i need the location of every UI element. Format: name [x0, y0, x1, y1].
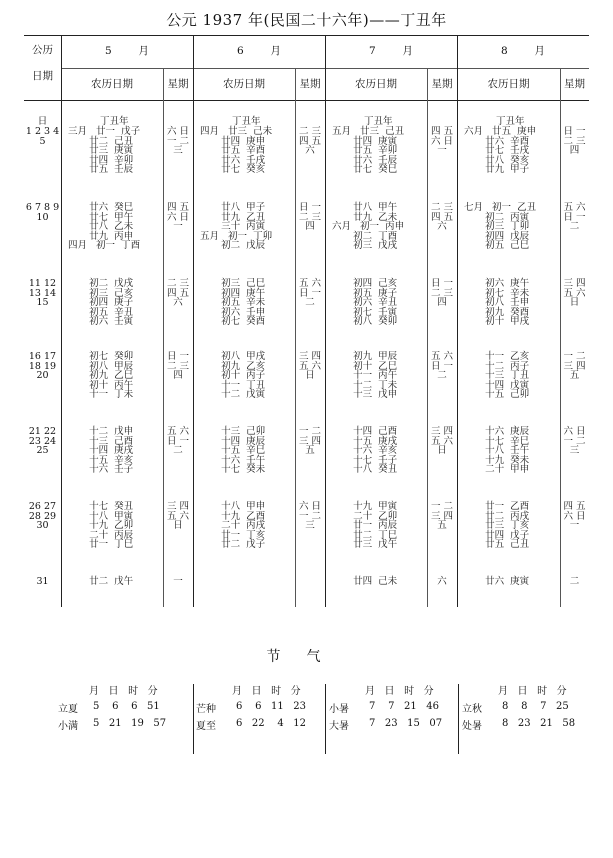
- xingqi-header: 星期: [431, 78, 453, 90]
- xingqi-header: 星期: [167, 78, 189, 90]
- lunar-dates: 十三 己卯 十四 庚辰 十五 辛巳 十六 壬午 十七 癸未: [221, 426, 266, 476]
- jieqi-values: 5 21 19 57: [93, 718, 167, 729]
- xingqi-header: 星期: [564, 78, 585, 90]
- weekday-list: 六 日 一 二 三: [563, 426, 586, 457]
- weekday-list: 二 三 四 五 六: [166, 278, 190, 309]
- lunar-dates: 廿八 甲子 廿九 乙丑 三十 丙寅 五月 初一 丁卯 初二 戊辰: [200, 202, 273, 252]
- lunar-dates: 十四 己酉 十五 庚戌 十六 辛亥 十七 壬子 十八 癸丑: [353, 426, 398, 476]
- jieqi-divider: [325, 684, 326, 754]
- lunar-dates: 廿六 癸巳 廿七 甲午 廿八 乙未 廿九 丙申 四月 初一 丁酉: [68, 202, 141, 252]
- lunar-dates: 廿二 戊午: [68, 576, 134, 587]
- page-title: 公元 1937 年(民国二十六年)——丁丑年: [166, 11, 447, 29]
- jieqi-column: [329, 686, 457, 754]
- weekday-list: 四 五 六 日 一: [430, 126, 454, 157]
- lunar-dates: 十一 乙亥 十二 丙子 十三 丁丑 十四 戊寅 十五 己卯: [485, 351, 530, 401]
- weekday-list: 三 四 五 六 日: [430, 426, 454, 457]
- jieqi-values: 7 23 15 07: [369, 718, 443, 729]
- header-gongli: 公历: [32, 44, 53, 56]
- day-numbers: 31: [36, 576, 49, 587]
- lunar-dates: 三月 廿一 戊子 廿二 己丑 廿三 庚寅 廿四 辛卯 廿五 壬辰: [68, 126, 141, 176]
- lunar-dates: 初七 癸卯 初八 甲辰 初九 乙巳 初十 丙午 十一 丁未: [89, 351, 134, 401]
- calendar-table: [24, 35, 589, 607]
- weekday-list: 四 五 六 日 一: [166, 202, 190, 233]
- lunar-dates: 七月 初一 乙丑 初二 丙寅 初三 丁卯 初四 戊辰 初五 己巳: [464, 202, 537, 252]
- weekday-list: 二: [569, 576, 580, 587]
- jieqi-values: 8 8 7 25: [502, 701, 569, 712]
- nongli-header: 农历日期: [355, 78, 397, 90]
- lunar-dates: 初四 己亥 初五 庚子 初六 辛丑 初七 壬寅 初八 癸卯: [353, 278, 398, 328]
- weekday-list: 五 六 日 一 二: [430, 351, 454, 382]
- col-divider: [457, 35, 458, 607]
- table-top-rule: [24, 35, 589, 36]
- jieqi-divider: [193, 684, 194, 754]
- jieqi-column: [58, 686, 191, 754]
- lunar-dates: 初三 己巳 初四 庚午 初五 辛未 初六 壬申 初七 癸酉: [221, 278, 266, 328]
- lunar-dates: 初六 庚午 初七 辛未 初八 壬申 初九 癸酉 初十 甲戌: [485, 278, 530, 328]
- month-header: 6 月: [237, 45, 281, 57]
- weekday-list: 日 一 二 三 四: [430, 278, 454, 309]
- lunar-dates: 廿一 乙酉 廿二 丙戌 廿三 丁亥 廿四 戊子 廿五 己丑: [485, 501, 530, 551]
- month-header: 7 月: [369, 45, 413, 57]
- weekday-list: 六: [437, 576, 447, 587]
- weekday-list: 四 五 六 日 一: [563, 501, 586, 532]
- lunar-dates: 初二 戊戌 初三 己亥 初四 庚子 初五 辛丑 初六 壬寅: [89, 278, 134, 328]
- weekday-list: 六 日 一 二 三: [166, 126, 190, 157]
- xingqi-header: 星期: [299, 78, 321, 90]
- jieqi-values: 5 6 6 51: [93, 701, 160, 712]
- lunar-dates: 十二 戊申 十三 己酉 十四 庚戌 十五 辛亥 十六 壬子: [89, 426, 134, 476]
- year-label: 丁丑年: [364, 116, 393, 127]
- day-numbers: 26 27 28 29 30: [28, 501, 57, 532]
- jieqi-column: [196, 686, 329, 754]
- weekday-list: 三 四 五 六 日: [563, 278, 586, 309]
- weekday-list: 日 一 二 三 四: [298, 202, 322, 233]
- weekday-list: 一 二 三 四 五: [563, 351, 586, 382]
- col-divider: [61, 35, 62, 607]
- weekday-list: 六 日 一 二 三: [298, 501, 322, 532]
- weekday-list: 一: [173, 576, 183, 587]
- weekday-list: 一 二 三 四 五: [430, 501, 454, 532]
- lunar-dates: 初九 甲辰 初十 乙巳 十一 丙午 十二 丁未 十三 戊申: [353, 351, 398, 401]
- jieqi-names: 芒种 夏至: [196, 704, 216, 732]
- col-divider: [193, 35, 194, 607]
- lunar-dates: 十九 甲寅 二十 乙卯 廿一 丙辰 廿二 丁巳 廿三 戊午: [353, 501, 398, 551]
- year-label: 丁丑年: [496, 116, 525, 127]
- jieqi-names: 立秋 处暑: [462, 704, 482, 732]
- jieqi-column: [462, 686, 592, 754]
- header-bottom-rule: [24, 100, 589, 101]
- weekday-list: 日 一 二 三 四: [563, 126, 586, 157]
- jieqi-values: 6 22 4 12: [236, 718, 306, 729]
- lunar-dates: 四月 廿三 己未 廿四 庚申 廿五 辛酉 廿六 壬戌 廿七 癸亥: [200, 126, 273, 176]
- day-numbers: 16 17 18 19 20: [28, 351, 57, 382]
- nongli-header: 农历日期: [91, 78, 133, 90]
- day-numbers: 21 22 23 24 25: [28, 426, 57, 457]
- col-divider: [325, 35, 326, 607]
- jieqi-values: 6 6 11 23: [236, 701, 306, 712]
- lunar-dates: 廿六 庚寅: [464, 576, 530, 587]
- weekday-list: 二 三 四 五 六: [430, 202, 454, 233]
- lunar-dates: 十七 癸丑 十八 甲寅 十九 乙卯 二十 丙辰 廿一 丁巳: [89, 501, 134, 551]
- jieqi-head: 月 日 时 分: [89, 686, 158, 697]
- jieqi-title: 节气: [266, 649, 347, 665]
- lunar-dates: 廿八 甲午 廿九 乙未 六月 初一 丙申 初二 丁酉 初三 戊戌: [332, 202, 405, 252]
- lunar-dates: 廿四 己未: [332, 576, 398, 587]
- jieqi-values: 7 7 21 46: [369, 701, 439, 712]
- weekday-list: 二 三 四 五 六: [298, 126, 322, 157]
- month-header: 8 月: [501, 45, 545, 57]
- weekday-list: 日 一 二 三 四: [166, 351, 190, 382]
- jieqi-head: 月 日 时 分: [498, 686, 567, 697]
- nongli-header: 农历日期: [487, 78, 530, 90]
- weekday-list: 五 六 日 一 二: [298, 278, 322, 309]
- lunar-dates: 五月 廿三 己丑 廿四 庚寅 廿五 辛卯 廿六 壬辰 廿七 癸巳: [332, 126, 405, 176]
- jieqi-head: 月 日 时 分: [232, 686, 301, 697]
- month-header: 5 月: [105, 45, 149, 57]
- lunar-dates: 初八 甲戌 初九 乙亥 初十 丙子 十一 丁丑 十二 戊寅: [221, 351, 266, 401]
- weekday-list: 五 六 日 一 二: [166, 426, 190, 457]
- weekday-list: 一 二 三 四 五: [298, 426, 322, 457]
- day-numbers: 6 7 8 9 10: [25, 202, 60, 223]
- year-label: 丁丑年: [232, 116, 261, 127]
- jieqi-names: 小暑 大暑: [329, 704, 349, 732]
- year-label: 丁丑年: [100, 116, 129, 127]
- jieqi-head: 月 日 时 分: [365, 686, 434, 697]
- day-numbers: 1 2 3 4 5: [25, 126, 60, 147]
- day-label: 日: [37, 116, 48, 127]
- day-numbers: 11 12 13 14 15: [28, 278, 57, 309]
- lunar-dates: 六月 廿五 庚申 廿六 辛酉 廿七 壬戌 廿八 癸亥 廿九 甲子: [464, 126, 537, 176]
- weekday-list: 五 六 日 一 二: [563, 202, 586, 233]
- jieqi-divider: [458, 684, 459, 754]
- weekday-list: 三 四 五 六 日: [166, 501, 190, 532]
- header-riqi: 日期: [32, 70, 53, 82]
- weekday-list: 三 四 五 六 日: [298, 351, 322, 382]
- lunar-dates: 十八 甲申 十九 乙酉 二十 丙戌 廿一 丁亥 廿二 戊子: [221, 501, 266, 551]
- nongli-header: 农历日期: [223, 78, 265, 90]
- jieqi-names: 立夏 小满: [58, 704, 78, 732]
- lunar-dates: 十六 庚辰 十七 辛巳 十八 壬午 十九 癸未 二十 甲申: [485, 426, 530, 476]
- jieqi-values: 8 23 21 58: [502, 718, 576, 729]
